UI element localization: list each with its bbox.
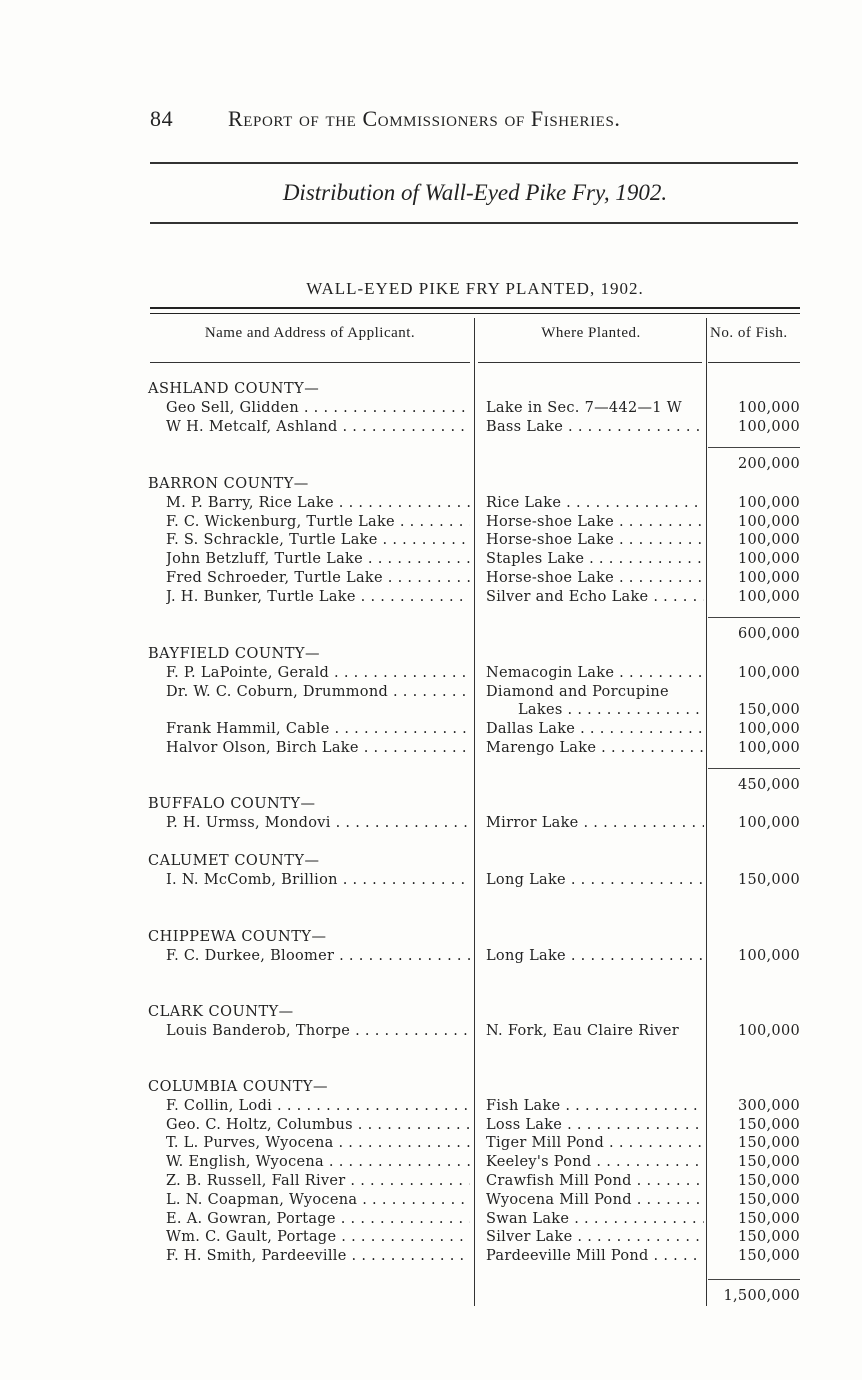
planted-location: Dallas Lake . . . [486, 720, 704, 738]
planted-location: Loss Lake . . . [486, 1116, 704, 1134]
fish-count: 100,000 [737, 664, 800, 681]
applicant-name: John Betzluff, Turtle Lake . . . [166, 550, 470, 568]
planted-location: Wyocena Mill Pond . . . [486, 1191, 704, 1209]
applicant-name: Louis Banderob, Thorpe . . . [166, 1022, 470, 1040]
applicant-name: Geo. C. Holtz, Columbus . . . [166, 1116, 470, 1134]
county-heading: CLARK COUNTY— [148, 1004, 294, 1020]
planted-location: Keeley's Pond . . . [486, 1153, 704, 1171]
column-header-applicant: Name and Address of Applicant. [204, 325, 416, 341]
report-title: Report of the Commissioners of Fisheries. [228, 106, 621, 131]
applicant-name: F. S. Schrackle, Turtle Lake . . . [166, 531, 470, 549]
subtotal-rule [708, 617, 800, 618]
fish-count: 100,000 [737, 399, 800, 416]
county-heading: COLUMBIA COUNTY— [148, 1079, 328, 1095]
fish-count: 150,000 [737, 1154, 800, 1171]
county-heading: BAYFIELD COUNTY— [148, 646, 320, 662]
county-heading: BUFFALO COUNTY— [148, 796, 316, 812]
planted-location: Fish Lake . . . [486, 1097, 704, 1115]
applicant-name: L. N. Coapman, Wyocena . . . [166, 1191, 470, 1209]
applicant-name: F. P. LaPointe, Gerald . . . [166, 664, 470, 682]
divider [150, 222, 798, 224]
applicant-name: W. English, Wyocena . . . [166, 1153, 470, 1171]
fish-count: 100,000 [737, 551, 800, 568]
applicant-name: J. H. Bunker, Turtle Lake . . . [166, 588, 470, 606]
table-title: WALL-EYED PIKE FRY PLANTED, 1902. [306, 279, 644, 298]
applicant-name: E. A. Gowran, Portage . . . [166, 1210, 470, 1228]
fish-count: 100,000 [737, 947, 800, 964]
applicant-name: W H. Metcalf, Ashland . . . [166, 418, 470, 436]
fish-count: 300,000 [737, 1097, 800, 1114]
fish-count: 150,000 [737, 702, 800, 719]
fish-count: 100,000 [737, 740, 800, 756]
applicant-name: F. Collin, Lodi . . . [166, 1097, 470, 1115]
applicant-name: I. N. McComb, Brillion . . . [166, 871, 470, 889]
planted-location: Swan Lake . . . [486, 1210, 704, 1228]
planted-location: Horse-shoe Lake . . . [486, 513, 704, 531]
planted-location: Horse-shoe Lake . . . [486, 569, 704, 587]
applicant-name: F. C. Wickenburg, Turtle Lake . . . [166, 513, 470, 531]
fish-count: 150,000 [737, 1116, 800, 1133]
planted-location: Bass Lake . . . [486, 418, 704, 436]
fish-count: 100,000 [737, 814, 800, 831]
fish-count: 100,000 [737, 588, 800, 605]
county-heading: CALUMET COUNTY— [148, 853, 320, 869]
applicant-name: T. L. Purves, Wyocena . . . [166, 1134, 470, 1152]
fish-count: 150,000 [737, 1229, 800, 1246]
applicant-name: F. H. Smith, Pardeeville . . . [166, 1247, 470, 1265]
applicant-name: Z. B. Russell, Fall River . . . [166, 1172, 470, 1190]
applicant-name: Frank Hammil, Cable . . . [166, 720, 470, 738]
planted-location: Lake in Sec. 7—442—1 W [486, 399, 682, 416]
county-subtotal: 450,000 [737, 777, 800, 793]
subtotal-rule [708, 447, 800, 448]
planted-location: Lakes . . . [518, 701, 704, 719]
planted-location: Long Lake . . . [486, 871, 704, 889]
fish-count: 100,000 [737, 494, 800, 511]
header-underline [478, 362, 702, 363]
planted-location: Rice Lake . . . [486, 494, 704, 512]
planted-location: Silver Lake . . . [486, 1228, 704, 1246]
page-number: 84 [150, 106, 174, 131]
subtotal-rule [708, 1279, 800, 1280]
county-heading: ASHLAND COUNTY— [148, 381, 320, 397]
planted-location: Staples Lake . . . [486, 550, 704, 568]
fish-count: 100,000 [737, 418, 800, 435]
county-subtotal: 200,000 [737, 456, 800, 472]
fish-count: 150,000 [737, 1210, 800, 1227]
divider [150, 162, 798, 164]
fish-count: 100,000 [737, 513, 800, 530]
planted-location: Diamond and Porcupine [486, 683, 669, 700]
applicant-name: Geo Sell, Glidden . . . [166, 399, 470, 417]
planted-location: Silver and Echo Lake . . . [486, 588, 704, 606]
header-underline [150, 362, 470, 363]
planted-location: Tiger Mill Pond . . . [486, 1134, 704, 1152]
fish-count: 100,000 [737, 532, 800, 549]
column-header-where: Where Planted. [541, 325, 641, 341]
county-subtotal: 1,500,000 [723, 1288, 800, 1304]
applicant-name: Wm. C. Gault, Portage . . . [166, 1228, 470, 1246]
fish-count: 100,000 [737, 1022, 800, 1039]
planted-location: Long Lake . . . [486, 947, 704, 965]
fish-count: 150,000 [737, 1248, 800, 1265]
page-header [150, 106, 800, 132]
fish-count: 100,000 [737, 721, 800, 738]
planted-location: Horse-shoe Lake . . . [486, 531, 704, 549]
planted-location: N. Fork, Eau Claire River [486, 1022, 679, 1039]
section-subtitle: Distribution of Wall-Eyed Pike Fry, 1902. [282, 180, 668, 205]
planted-location: Mirror Lake . . . [486, 814, 704, 832]
fish-count: 150,000 [737, 1173, 800, 1189]
column-header-fish: No. of Fish. [710, 325, 788, 341]
fish-count: 150,000 [737, 1135, 800, 1152]
column-divider [474, 318, 475, 1306]
planted-location: Marengo Lake . . . [486, 739, 704, 757]
fish-count: 150,000 [737, 871, 800, 888]
county-subtotal: 600,000 [737, 626, 800, 642]
applicant-name: M. P. Barry, Rice Lake . . . [166, 494, 470, 512]
county-heading: BARRON COUNTY— [148, 476, 309, 492]
applicant-name: Dr. W. C. Coburn, Drummond . . . [166, 683, 470, 701]
applicant-name: F. C. Durkee, Bloomer . . . [166, 947, 470, 965]
subtotal-rule [708, 768, 800, 769]
applicant-name: Halvor Olson, Birch Lake . . . [166, 739, 470, 757]
fish-count: 100,000 [737, 570, 800, 586]
header-underline [708, 362, 800, 363]
county-heading: CHIPPEWA COUNTY— [148, 929, 327, 945]
applicant-name: Fred Schroeder, Turtle Lake . . . [166, 569, 470, 587]
column-divider [706, 318, 707, 1306]
planted-location: Crawfish Mill Pond . . . [486, 1172, 704, 1190]
table-top-rule [150, 307, 800, 314]
applicant-name: P. H. Urmss, Mondovi . . . [166, 814, 470, 832]
planted-location: Nemacogin Lake . . . [486, 664, 704, 682]
planted-location: Pardeeville Mill Pond . . . [486, 1247, 704, 1265]
fish-count: 150,000 [737, 1191, 800, 1208]
